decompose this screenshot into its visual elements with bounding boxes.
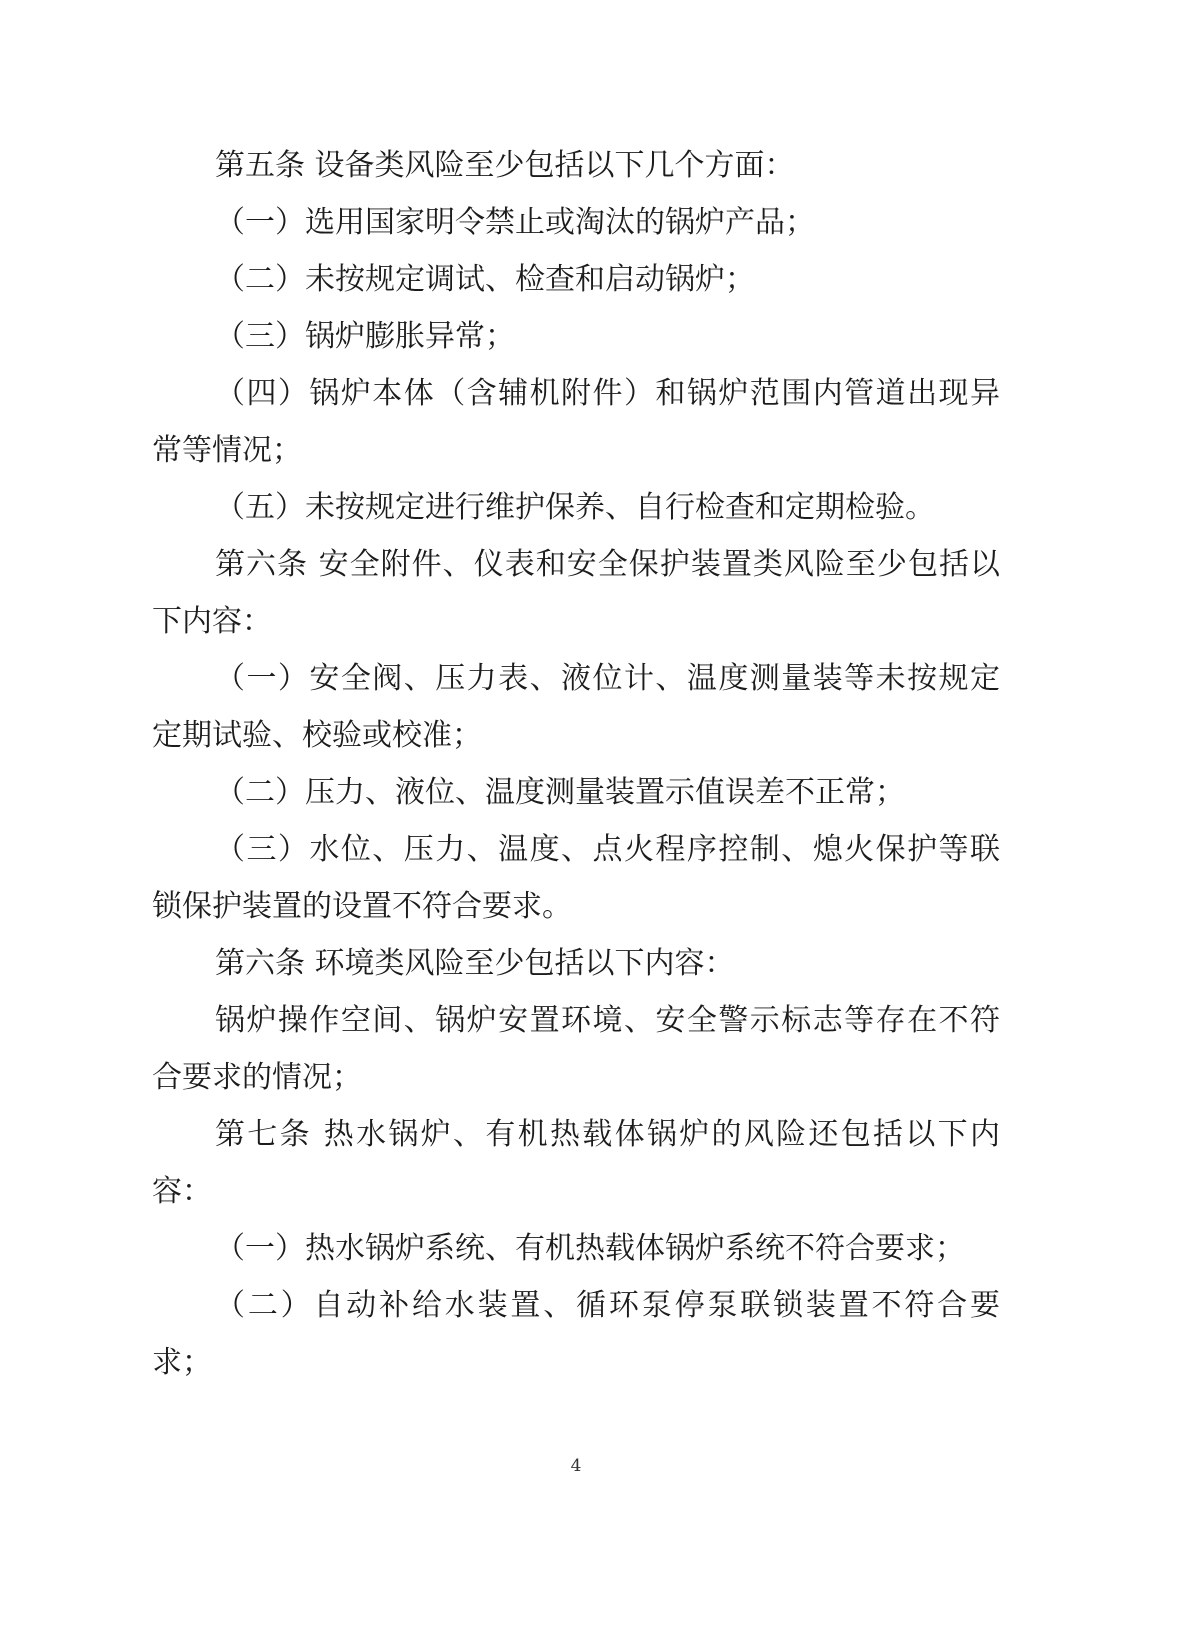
article-heading-6-environment <box>152 935 1000 992</box>
paragraph-line: （四）锅炉本体（含辅机附件）和锅炉范围内管道出现异 <box>215 376 1000 411</box>
article-heading-6 <box>152 536 1000 650</box>
paragraph-line: 定期试验、校验或校准； <box>152 718 482 753</box>
paragraph-line: （三）水位、压力、温度、点火程序控制、熄火保护等联 <box>215 832 1000 867</box>
paragraph-line: （二）压力、液位、温度测量装置示值误差不正常； <box>215 775 905 810</box>
paragraph-line: 第七条 热水锅炉、有机热载体锅炉的风险还包括以下内 <box>215 1117 1000 1152</box>
paragraph-line: （一）选用国家明令禁止或淘汰的锅炉产品； <box>215 205 815 240</box>
list-item <box>152 650 1000 764</box>
list-item <box>152 365 1000 479</box>
paragraph-line: （二）自动补给水装置、循环泵停泵联锁装置不符合要 <box>215 1288 1000 1323</box>
paragraph-line: （五）未按规定进行维护保养、自行检查和定期检验。 <box>215 490 935 525</box>
body-paragraph <box>152 992 1000 1106</box>
paragraph-line: 第六条 环境类风险至少包括以下内容： <box>215 946 735 981</box>
paragraph-line: （二）未按规定调试、检查和启动锅炉； <box>215 262 755 297</box>
article-heading-5 <box>152 137 1000 194</box>
paragraph-line: 求； <box>152 1345 212 1380</box>
article-heading-7 <box>152 1106 1000 1220</box>
paragraph-line: 常等情况； <box>152 433 302 468</box>
list-item <box>152 1277 1000 1391</box>
paragraph-line: 第六条 安全附件、仪表和安全保护装置类风险至少包括以 <box>215 547 1000 582</box>
document-body <box>152 137 1000 1391</box>
list-item <box>152 194 1000 251</box>
paragraph-line: 容： <box>152 1174 212 1209</box>
paragraph-line: （三）锅炉膨胀异常； <box>215 319 515 354</box>
paragraph-line: （一）安全阀、压力表、液位计、温度测量装等未按规定 <box>215 661 1000 696</box>
paragraph-line: 锅炉操作空间、锅炉安置环境、安全警示标志等存在不符 <box>215 1003 1000 1038</box>
paragraph-line: 合要求的情况； <box>152 1060 362 1095</box>
page-number: 4 <box>570 1456 582 1476</box>
list-item <box>152 251 1000 308</box>
list-item <box>152 308 1000 365</box>
list-item <box>152 764 1000 821</box>
paragraph-line: 锁保护装置的设置不符合要求。 <box>152 889 572 924</box>
list-item <box>152 479 1000 536</box>
list-item <box>152 821 1000 935</box>
paragraph-line: 下内容： <box>152 604 272 639</box>
paragraph-line: （一）热水锅炉系统、有机热载体锅炉系统不符合要求； <box>215 1231 965 1266</box>
paragraph-line: 第五条 设备类风险至少包括以下几个方面： <box>215 148 795 183</box>
list-item <box>152 1220 1000 1277</box>
